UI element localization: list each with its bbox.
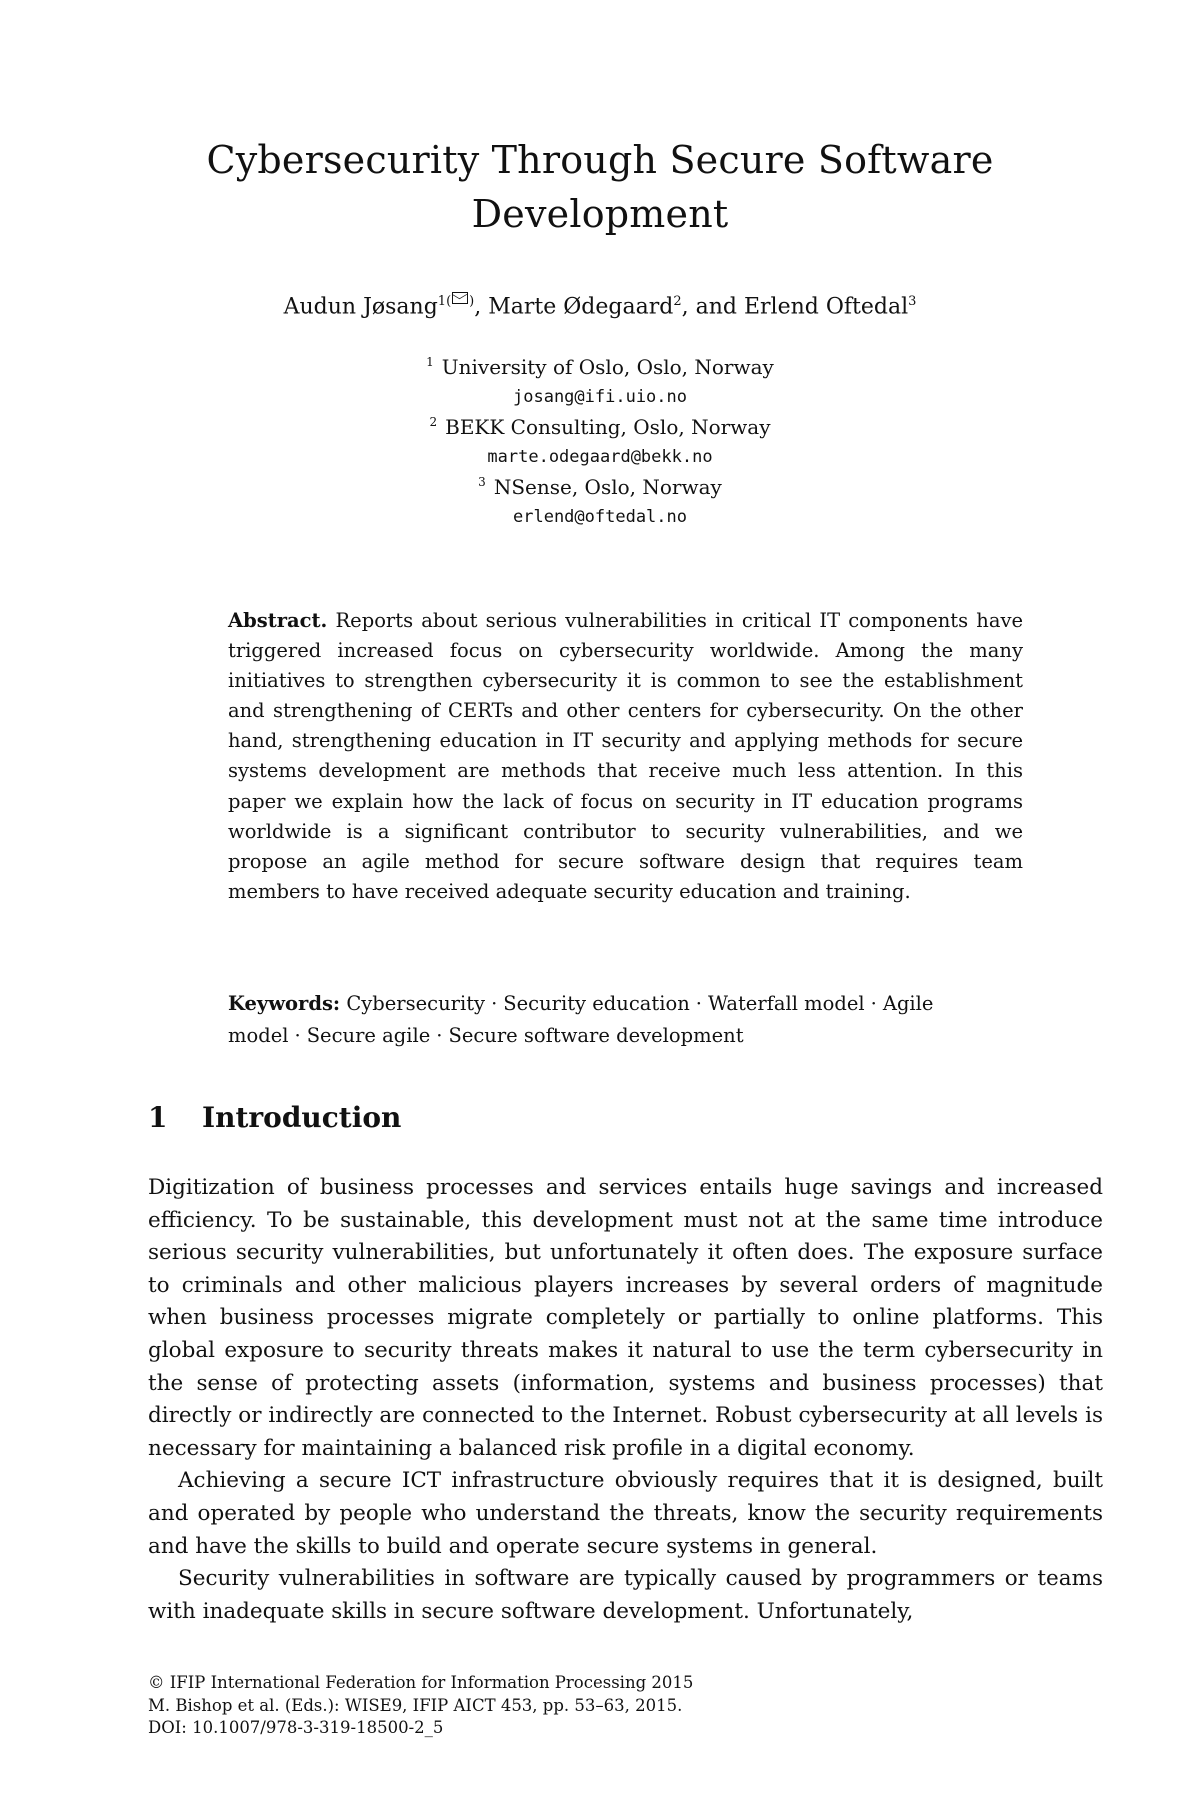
paper-title: Cybersecurity Through Secure Software Development: [206, 138, 994, 236]
keyword: Cybersecurity: [346, 992, 486, 1015]
affiliation-org: $^1$ University of Oslo, Oslo, Norway: [426, 355, 774, 379]
keyword: Secure software development: [448, 1024, 744, 1047]
body-paragraph: Security vulnerabilities in software are typically caused by programmers or teams with inadequate skills in secure software development. Unfortunately,: [148, 1566, 1103, 1624]
section-title: Introduction: [202, 1101, 402, 1134]
section-heading: [148, 1100, 1048, 1136]
section-number: 1: [148, 1101, 168, 1134]
affiliation-list: [150, 352, 1050, 532]
keywords: Keywords: Cybersecurity · Security education · Waterfall model · Agile model · Secure agile · Secure software development: [228, 992, 934, 1047]
body-paragraph: Achieving a secure ICT infrastructure obviously requires that it is designed, built and operated by people who understand the threats, know the security requirements and have the skills to build and operate secure systems in general.: [148, 1468, 1103, 1559]
author-list: Audun Jøsang$^{1( )}$, Marte Ødegaard$^2$, and Erlend Oftedal$^3$: [283, 294, 917, 320]
abstract-label: Abstract.: [228, 609, 328, 632]
keyword: Security education: [503, 992, 690, 1015]
body-paragraph: Digitization of business processes and services entails huge savings and increased efficiency. To be sustainable, this development must not at the same time introduce serious security vulnerabilities, but unfortunately it often does. The exposure surface to criminals and other malicious players increases by several orders of magnitude when business processes migrate completely or partially to online platforms. This global exposure to security threats makes it natural to use the term cybersecurity in the sense of protecting assets (information, systems and business processes) that directly or indirectly are connected to the Internet. Robust cybersecurity at all levels is necessary for maintaining a balanced risk profile in a digital economy.: [148, 1175, 1103, 1461]
affiliation-email[interactable]: erlend@oftedal.no: [513, 507, 687, 527]
author-affiliation-mark: 1( ): [437, 294, 475, 309]
abstract: [228, 606, 1023, 907]
body-text: [148, 1172, 1103, 1628]
envelope-icon: [452, 292, 468, 304]
affiliation-email[interactable]: marte.odegaard@bekk.no: [487, 447, 713, 467]
author-affiliation-mark: 2: [673, 294, 682, 309]
keywords-label: Keywords:: [228, 992, 341, 1015]
abstract-text: Reports about serious vulnerabilities in critical IT components have triggered increased focus on cybersecurity worldwide. Among the many initiatives to strengthen cybersecurity it is common to see the establishment and strengthening of CERTs and other centers for cybersecurity. On the other hand, strengthening education in IT security and applying methods for secure systems development are methods that receive much less attention. In this paper we explain how the lack of focus on security in IT education programs worldwide is a significant contributor to security vulnerabilities, and we propose an agile method for secure software design that requires team members to have received adequate security education and training.: [228, 609, 1024, 903]
doi-line[interactable]: DOI: 10.1007/978-3-319-18500-2_5: [148, 1718, 444, 1737]
keyword: Secure agile: [306, 1024, 431, 1047]
citation-line: M. Bishop et al. (Eds.): WISE9, IFIP AICT 453, pp. 53–63, 2015.: [148, 1695, 683, 1715]
affiliation-email[interactable]: josang@ifi.uio.no: [513, 387, 687, 407]
copyright-footer: [148, 1672, 1048, 1740]
keyword: Waterfall model: [707, 992, 865, 1015]
affiliation-org: $^2$ BEKK Consulting, Oslo, Norway: [429, 415, 771, 439]
author-name: Audun Jøsang: [283, 294, 438, 320]
copyright-line: © IFIP International Federation for Information Processing 2015: [148, 1673, 694, 1692]
author-name: Marte Ødegaard: [488, 294, 674, 320]
keyword: Agile model: [228, 992, 934, 1047]
affiliation-org: $^3$ NSense, Oslo, Norway: [478, 475, 722, 499]
author-name: and Erlend Oftedal: [695, 294, 909, 320]
author-affiliation-mark: 3: [908, 294, 917, 309]
